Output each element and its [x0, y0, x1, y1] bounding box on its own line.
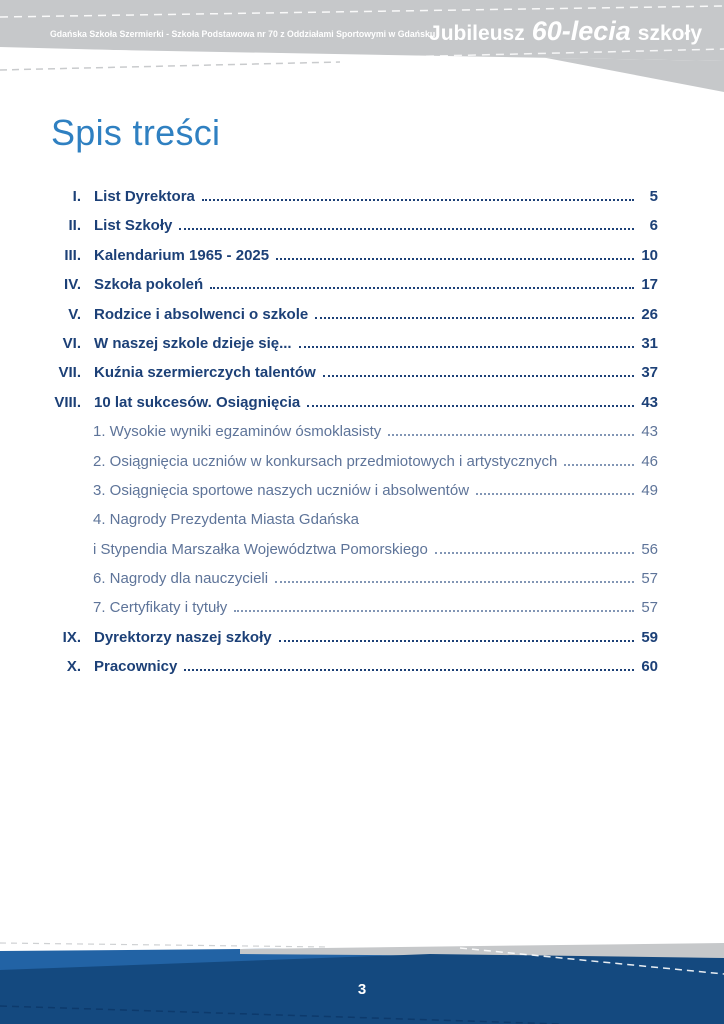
toc-entry-page: 57: [641, 599, 658, 617]
toc-entry-label: W naszej szkole dzieje się...: [94, 334, 292, 352]
toc-leader-dots: [315, 309, 634, 319]
toc-entry: [45, 535, 658, 564]
header-gray-dashed-line: [0, 62, 340, 70]
toc-leader-dots: [179, 220, 634, 230]
toc-list: [45, 182, 658, 682]
toc-entry-page: 31: [641, 334, 658, 352]
toc-leader-dots: [210, 279, 634, 289]
toc-entry-label: Pracownicy: [94, 658, 178, 676]
toc-entry-page: 6: [649, 217, 658, 235]
toc-entry: [45, 593, 658, 622]
toc-entry-page: 43: [641, 393, 658, 411]
toc-entry: [45, 329, 658, 358]
toc-entry-label: i Stypendia Marszałka Województwa Pomorskiego: [93, 540, 428, 558]
toc-entry: [45, 241, 658, 270]
toc-entry-numeral: III.: [64, 246, 81, 264]
toc-leader-dots: [275, 573, 634, 583]
toc-entry-page: 37: [641, 364, 658, 382]
toc-entry: [45, 476, 658, 505]
toc-leader-dots: [476, 485, 634, 495]
toc-leader-dots: [388, 426, 634, 436]
toc-entry-numeral: IX.: [62, 628, 81, 646]
toc-entry: [45, 270, 658, 299]
toc-leader-dots: [279, 632, 634, 642]
toc-entry-numeral: VIII.: [54, 393, 81, 411]
toc-entry-label: Kalendarium 1965 - 2025: [94, 246, 270, 264]
toc-entry-page: 49: [641, 481, 658, 499]
toc-entry: [45, 358, 658, 387]
toc-entry-page: 46: [641, 452, 658, 470]
toc-entry: [45, 417, 658, 446]
toc-entry-numeral: V.: [68, 305, 81, 323]
toc-leader-dots: [323, 367, 634, 377]
toc-entry-label: List Dyrektora: [94, 188, 195, 205]
toc-entry: [45, 652, 658, 681]
toc-leader-dots: [299, 338, 634, 348]
toc-entry-page: 10: [641, 246, 658, 264]
page-title: Spis treści: [51, 112, 221, 153]
toc-entry: [45, 564, 658, 593]
toc-leader-dots: [564, 456, 634, 466]
toc-entry-label: 4. Nagrody Prezydenta Miasta Gdańska: [93, 511, 359, 529]
toc-entry-page: 56: [641, 540, 658, 558]
toc-entry-numeral: II.: [68, 217, 81, 235]
toc-leader-dots: [276, 250, 634, 260]
jubilee-prefix: Jubileusz: [429, 22, 525, 45]
jubilee-title: [429, 16, 702, 47]
toc-entry: [45, 300, 658, 329]
toc-entry-label: Szkoła pokoleń: [94, 276, 204, 294]
toc-entry: [45, 211, 658, 240]
toc-entry-page: 26: [641, 305, 658, 323]
toc-entry-label: Rodzice i absolwenci o szkole: [94, 305, 309, 323]
toc-entry: [45, 447, 658, 476]
toc-entry-label: 2. Osiągnięcia uczniów w konkursach przedmiotowych i artystycznych: [93, 452, 558, 470]
toc-entry-page: 60: [641, 658, 658, 676]
jubilee-highlight: 60-lecia: [531, 16, 631, 46]
toc-entry-label: Kuźnia szermierczych talentów: [94, 364, 316, 382]
toc-leader-dots: [307, 397, 634, 407]
toc-entry-label: 7. Certyfikaty i tytuły: [93, 599, 228, 617]
header-band-corner-wedge: [545, 58, 724, 92]
footer-page-number: 3: [357, 981, 367, 998]
toc-entry: [45, 623, 658, 652]
toc-leader-dots: [435, 544, 634, 554]
toc-entry: [45, 505, 658, 534]
toc-entry-page: 5: [649, 188, 658, 205]
toc-leader-dots: [234, 602, 634, 612]
toc-entry-label: 6. Nagrody dla nauczycieli: [93, 570, 269, 588]
toc-entry: [45, 388, 658, 417]
toc-entry-label: List Szkoły: [94, 217, 173, 235]
toc-entry-label: 10 lat sukcesów. Osiągnięcia: [94, 393, 301, 411]
toc-entry-page: 59: [641, 628, 658, 646]
toc-leader-dots: [184, 661, 634, 671]
toc-entry-page: 17: [641, 276, 658, 294]
toc-entry-numeral: IV.: [64, 276, 81, 294]
jubilee-suffix: szkoły: [637, 22, 702, 45]
toc-entry-label: 1. Wysokie wyniki egzaminów ósmoklasisty: [93, 423, 382, 441]
header-banner: [0, 0, 724, 100]
toc-entry-page: 43: [641, 423, 658, 441]
footer-gray-dashed-line: [0, 943, 330, 947]
toc-entry-numeral: VI.: [62, 334, 81, 352]
toc-entry-numeral: I.: [72, 188, 81, 205]
toc-entry: [45, 182, 658, 211]
toc-entry-numeral: X.: [66, 658, 81, 676]
toc-entry-page: 57: [641, 570, 658, 588]
school-name-text: Gdańska Szkoła Szermierki - Szkoła Podstawowa nr 70 z Oddziałami Sportowymi w Gdańsku: [50, 29, 436, 40]
toc-entry-label: Dyrektorzy naszej szkoły: [94, 628, 272, 646]
toc-leader-dots: [202, 191, 634, 201]
toc-entry-label: 3. Osiągnięcia sportowe naszych uczniów i absolwentów: [93, 481, 470, 499]
toc-entry-numeral: VII.: [58, 364, 81, 382]
